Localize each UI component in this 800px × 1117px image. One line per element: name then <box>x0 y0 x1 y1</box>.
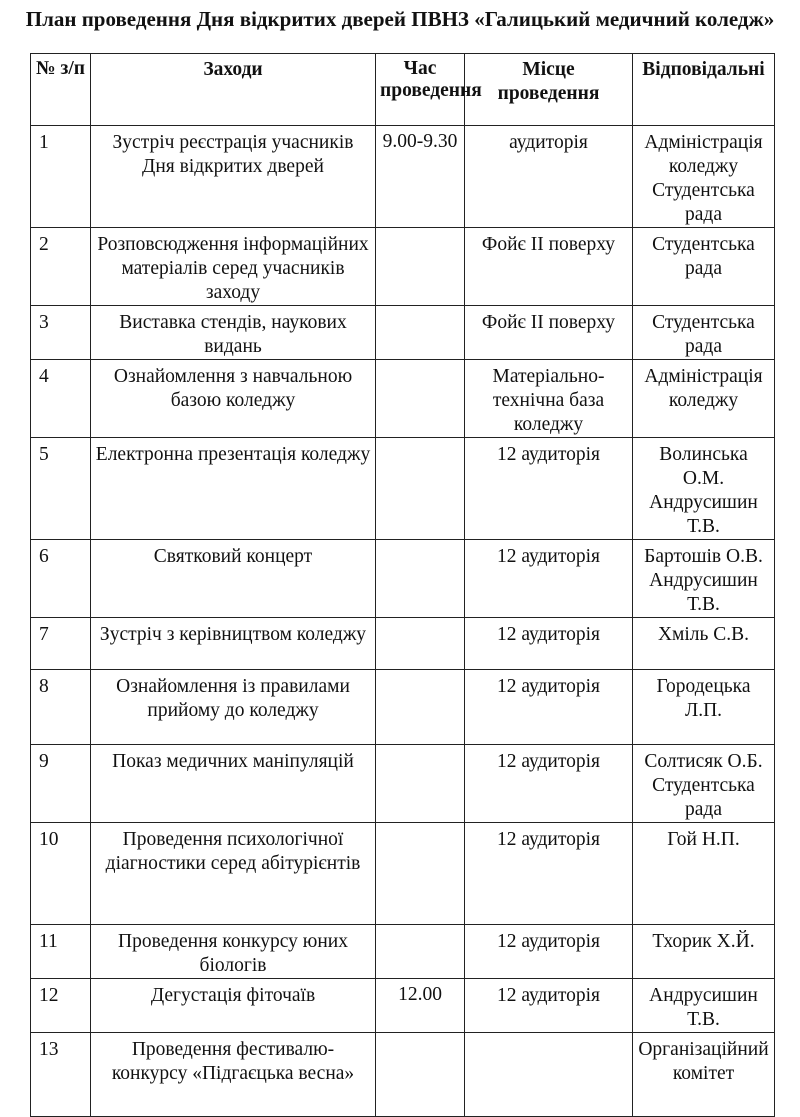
row-num: 10 <box>31 823 91 925</box>
row-responsible: Адміністрація коледжу Студентська рада <box>633 126 775 228</box>
row-event: Дегустація фіточаїв <box>91 979 376 1033</box>
row-place: Матеріально-технічна база коледжу <box>465 360 633 438</box>
row-num: 1 <box>31 126 91 228</box>
row-event: Святковий концерт <box>91 540 376 618</box>
row-place: 12 аудиторія <box>465 540 633 618</box>
row-responsible: Солтисяк О.Б. Студентська рада <box>633 745 775 823</box>
row-event: Зустріч реєстрація учасників Дня відкритих дверей <box>91 126 376 228</box>
row-num: 12 <box>31 979 91 1033</box>
row-responsible: Бартошів О.В. Андрусишин Т.В. <box>633 540 775 618</box>
row-event: Електронна презентація коледжу <box>91 438 376 540</box>
row-num: 8 <box>31 670 91 745</box>
row-time <box>376 306 465 360</box>
row-time <box>376 618 465 670</box>
row-num: 11 <box>31 925 91 979</box>
row-event: Розповсюдження інформаційних матеріалів серед учасників заходу <box>91 228 376 306</box>
row-event: Ознайомлення із правилами прийому до коледжу <box>91 670 376 745</box>
row-place: 12 аудиторія <box>465 438 633 540</box>
table-row <box>31 306 775 360</box>
row-place: 12 аудиторія <box>465 670 633 745</box>
table-row <box>31 745 775 823</box>
row-place: 12 аудиторія <box>465 925 633 979</box>
row-time <box>376 670 465 745</box>
row-event: Виставка стендів, наукових видань <box>91 306 376 360</box>
header-event: Заходи <box>91 54 376 126</box>
row-event: Показ медичних маніпуляцій <box>91 745 376 823</box>
table-row <box>31 360 775 438</box>
table-row <box>31 540 775 618</box>
table-row <box>31 979 775 1033</box>
row-time: 12.00 <box>376 979 465 1033</box>
row-place: Фойє ІІ поверху <box>465 306 633 360</box>
row-time <box>376 438 465 540</box>
row-num: 2 <box>31 228 91 306</box>
row-place: 12 аудиторія <box>465 979 633 1033</box>
row-place: аудиторія <box>465 126 633 228</box>
row-responsible: Адміністрація коледжу <box>633 360 775 438</box>
row-time <box>376 1033 465 1117</box>
row-time <box>376 360 465 438</box>
table-row <box>31 670 775 745</box>
row-event: Проведення конкурсу юних біологів <box>91 925 376 979</box>
row-time: 9.00-9.30 <box>376 126 465 228</box>
header-num: № з/п <box>31 54 91 126</box>
table-row <box>31 438 775 540</box>
row-responsible: Андрусишин Т.В. <box>633 979 775 1033</box>
row-place: 12 аудиторія <box>465 745 633 823</box>
table-row <box>31 1033 775 1117</box>
row-num: 5 <box>31 438 91 540</box>
row-responsible: Студентська рада <box>633 306 775 360</box>
row-time <box>376 540 465 618</box>
row-place: 12 аудиторія <box>465 618 633 670</box>
row-responsible: Хміль С.В. <box>633 618 775 670</box>
row-num: 9 <box>31 745 91 823</box>
row-place <box>465 1033 633 1117</box>
row-num: 3 <box>31 306 91 360</box>
row-time <box>376 228 465 306</box>
row-time <box>376 745 465 823</box>
table-header-row <box>31 54 775 126</box>
row-responsible: Волинська О.М. Андрусишин Т.В. <box>633 438 775 540</box>
row-place: 12 аудиторія <box>465 823 633 925</box>
page-title: План проведення Дня відкритих дверей ПВНЗ «Галицький медичний коледж» <box>25 7 775 31</box>
row-num: 4 <box>31 360 91 438</box>
row-num: 13 <box>31 1033 91 1117</box>
row-num: 6 <box>31 540 91 618</box>
row-responsible: Городецька Л.П. <box>633 670 775 745</box>
header-responsible: Відповідальні <box>633 54 775 126</box>
row-responsible: Студентська рада <box>633 228 775 306</box>
table-row <box>31 823 775 925</box>
row-responsible: Організаційний комітет <box>633 1033 775 1117</box>
row-responsible: Тхорик Х.Й. <box>633 925 775 979</box>
row-event: Проведення фестивалю-конкурсу «Підгаєцька весна» <box>91 1033 376 1117</box>
table-row <box>31 618 775 670</box>
row-responsible: Гой Н.П. <box>633 823 775 925</box>
row-num: 7 <box>31 618 91 670</box>
row-event: Зустріч з керівництвом коледжу <box>91 618 376 670</box>
schedule-table <box>30 53 775 1117</box>
table-row <box>31 925 775 979</box>
row-place: Фойє ІІ поверху <box>465 228 633 306</box>
row-event: Ознайомлення з навчальною базою коледжу <box>91 360 376 438</box>
header-place: Місце проведення <box>465 54 633 126</box>
table-row <box>31 228 775 306</box>
table-row <box>31 126 775 228</box>
row-time <box>376 823 465 925</box>
row-time <box>376 925 465 979</box>
header-time: Час проведення <box>376 54 465 126</box>
row-event: Проведення психологічної діагностики серед абітурієнтів <box>91 823 376 925</box>
